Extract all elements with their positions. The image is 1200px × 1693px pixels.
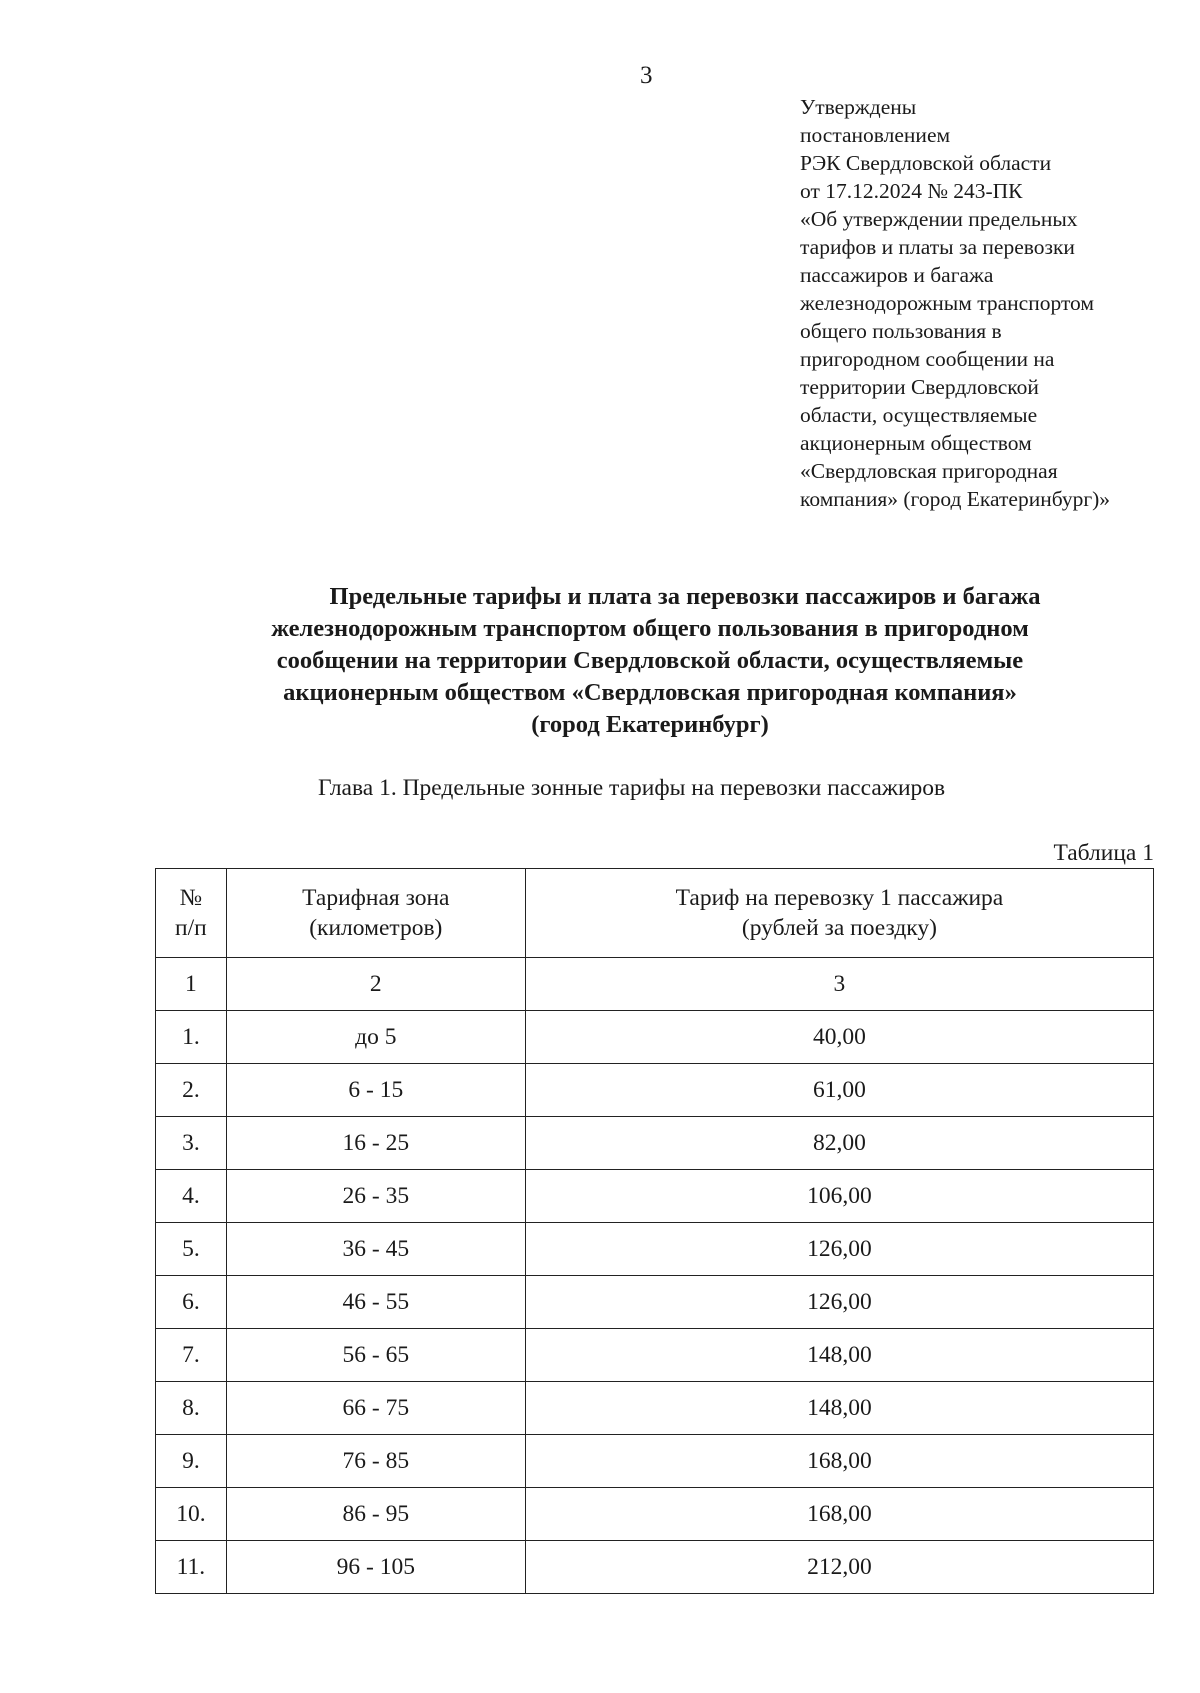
header-fare-line: Тариф на перевозку 1 пассажира (675, 885, 1004, 911)
approval-line: территории Свердловской (800, 375, 1039, 399)
cell-num: 10. (156, 1488, 227, 1541)
header-num-line: № (179, 885, 203, 911)
approval-line: акционерным обществом (800, 431, 1032, 455)
header-fare (525, 869, 1153, 958)
table-row (156, 958, 1154, 1011)
cell-zone: 86 - 95 (226, 1488, 525, 1541)
approval-line: пригородном сообщении на (800, 347, 1055, 371)
cell-zone: 76 - 85 (226, 1435, 525, 1488)
cell-num: 6. (156, 1276, 227, 1329)
cell-zone: 16 - 25 (226, 1117, 525, 1170)
cell-zone: 36 - 45 (226, 1223, 525, 1276)
table-row (156, 1170, 1154, 1223)
table-row (156, 1382, 1154, 1435)
cell-fare: 40,00 (525, 1011, 1153, 1064)
table-row (156, 1329, 1154, 1382)
cell-num: 1. (156, 1011, 227, 1064)
cell-fare: 126,00 (525, 1276, 1153, 1329)
cell-fare: 126,00 (525, 1223, 1153, 1276)
title-line: акционерным обществом «Свердловская пригородная компания» (283, 679, 1017, 706)
table-header-row (156, 869, 1154, 958)
cell-zone: до 5 (226, 1011, 525, 1064)
cell-num: 9. (156, 1435, 227, 1488)
cell-num: 7. (156, 1329, 227, 1382)
table-row (156, 1276, 1154, 1329)
title-line: железнодорожным транспортом общего пользования в пригородном (271, 615, 1029, 642)
table-caption: Таблица 1 (1053, 840, 1154, 866)
cell-num: 8. (156, 1382, 227, 1435)
title-line: (город Екатеринбург) (531, 711, 769, 738)
approval-line: железнодорожным транспортом (800, 291, 1094, 315)
cell-zone: 56 - 65 (226, 1329, 525, 1382)
header-zone (226, 869, 525, 958)
cell-num: 3. (156, 1117, 227, 1170)
cell-zone: 96 - 105 (226, 1541, 525, 1594)
approval-block (800, 93, 1180, 513)
approval-line: от 17.12.2024 № 243-ПК (800, 179, 1023, 203)
approval-line: «Свердловская пригородная (800, 459, 1058, 483)
cell-num: 4. (156, 1170, 227, 1223)
cell-fare: 168,00 (525, 1488, 1153, 1541)
approval-line: области, осуществляемые (800, 403, 1038, 427)
header-zone-line: Тарифная зона (302, 885, 450, 911)
table-row (156, 1541, 1154, 1594)
cell-zone: 66 - 75 (226, 1382, 525, 1435)
cell-num: 5. (156, 1223, 227, 1276)
header-zone-line: (километров) (309, 915, 443, 941)
cell-num: 11. (156, 1541, 227, 1594)
page-number: 3 (640, 62, 653, 89)
table-row (156, 1064, 1154, 1117)
title-line: сообщении на территории Свердловской области, осуществляемые (276, 647, 1024, 674)
tariff-table (155, 868, 1154, 1594)
cell-fare: 3 (525, 958, 1153, 1011)
cell-num: 1 (156, 958, 227, 1011)
cell-fare: 106,00 (525, 1170, 1153, 1223)
header-num-line: п/п (175, 915, 207, 941)
document-title (150, 581, 1150, 741)
cell-zone: 26 - 35 (226, 1170, 525, 1223)
cell-num: 2. (156, 1064, 227, 1117)
approval-line: общего пользования в (800, 319, 1002, 343)
cell-zone: 6 - 15 (226, 1064, 525, 1117)
approval-line: компания» (город Екатеринбург)» (800, 487, 1111, 511)
approval-line: «Об утверждении предельных (800, 207, 1078, 231)
table-row (156, 1435, 1154, 1488)
header-num (156, 869, 227, 958)
approval-line: РЭК Свердловской области (800, 151, 1052, 175)
table-row (156, 1488, 1154, 1541)
cell-fare: 168,00 (525, 1435, 1153, 1488)
cell-fare: 148,00 (525, 1329, 1153, 1382)
approval-line: тарифов и платы за перевозки (800, 235, 1075, 259)
table-row (156, 1223, 1154, 1276)
chapter-heading: Глава 1. Предельные зонные тарифы на перевозки пассажиров (318, 775, 946, 801)
approval-line: пассажиров и багажа (800, 263, 994, 287)
cell-fare: 212,00 (525, 1541, 1153, 1594)
cell-fare: 82,00 (525, 1117, 1153, 1170)
approval-line: Утверждены (800, 95, 917, 119)
cell-fare: 61,00 (525, 1064, 1153, 1117)
header-fare-line: (рублей за поездку) (741, 915, 937, 941)
table-row (156, 1117, 1154, 1170)
cell-fare: 148,00 (525, 1382, 1153, 1435)
cell-zone: 46 - 55 (226, 1276, 525, 1329)
table-row (156, 1011, 1154, 1064)
title-line: Предельные тарифы и плата за перевозки пассажиров и багажа (329, 583, 1041, 610)
approval-line: постановлением (800, 123, 951, 147)
cell-zone: 2 (226, 958, 525, 1011)
